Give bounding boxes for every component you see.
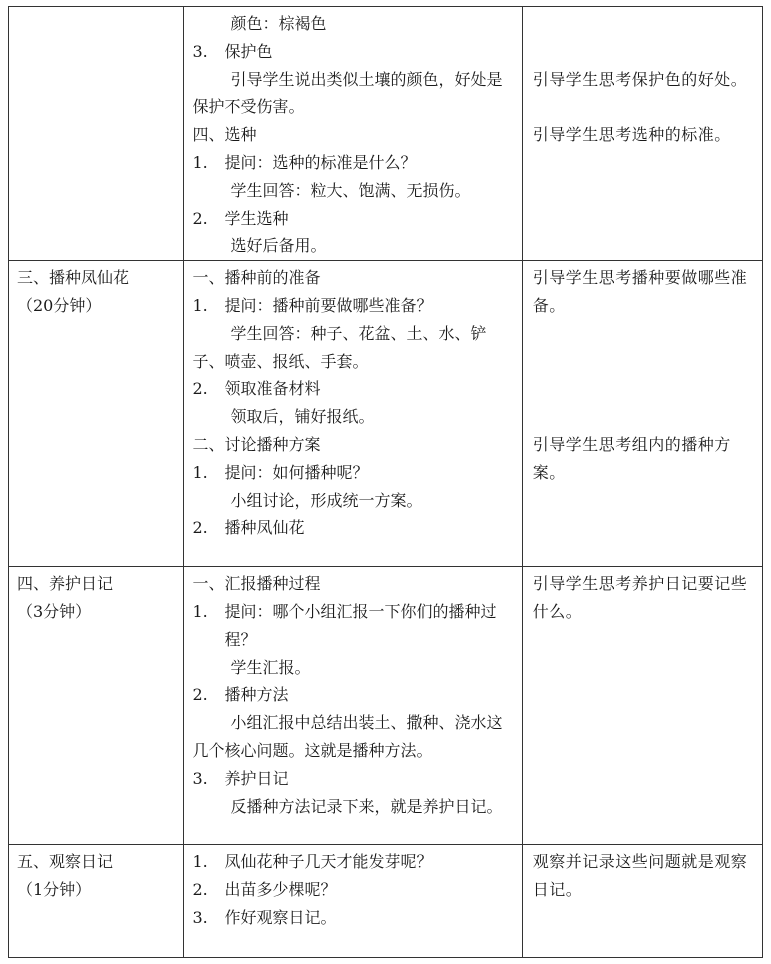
section-duration: （1分钟） (17, 879, 92, 899)
item-number: 2. (192, 518, 208, 538)
lesson-plan-table (8, 6, 763, 958)
item-text: 提问：播种前要做哪些准备？ (224, 295, 433, 315)
item-text: 学生选种 (224, 208, 289, 228)
item-number: 1. (192, 601, 208, 621)
section-duration: （20分钟） (17, 295, 102, 315)
teaching-note: 引导学生思考组内的播种方案。 (532, 434, 731, 482)
item-text: 提问：如何播种呢？ (224, 462, 369, 482)
item-number: 2. (192, 379, 208, 399)
content-cell (184, 7, 522, 261)
item-text: 作好观察日记。 (224, 907, 337, 927)
numbered-item (192, 876, 515, 904)
section-cell (9, 567, 184, 845)
teaching-note: 引导学生思考播种要做哪些准备。 (532, 268, 748, 315)
item-number: 2. (192, 208, 208, 228)
section-title: 五、观察日记 (17, 852, 114, 872)
table-row (9, 261, 763, 567)
item-text: 播种方法 (224, 685, 289, 705)
item-number: 1. (192, 152, 208, 172)
numbered-item (192, 904, 515, 932)
indented-line: 学生汇报。 (230, 657, 311, 677)
spacer (533, 375, 756, 403)
numbered-item (192, 205, 515, 233)
teaching-note: 引导学生思考选种的标准。 (532, 125, 731, 145)
section-cell (9, 7, 184, 261)
section-cell (9, 845, 184, 958)
section-title: 四、养护日记 (17, 574, 114, 594)
numbered-item (192, 514, 515, 542)
item-text: 领取准备材料 (224, 379, 321, 399)
indented-line: 颜色：棕褐色 (230, 14, 327, 33)
notes-cell (522, 567, 762, 845)
indented-line: 选好后备用。 (230, 236, 327, 256)
table-row (9, 7, 763, 261)
item-text: 播种凤仙花 (224, 518, 305, 538)
notes-cell (522, 261, 762, 567)
item-number: 1. (192, 852, 208, 872)
content-cell (184, 261, 522, 567)
notes-cell (522, 7, 762, 261)
indented-line: 学生回答：粒大、饱满、无损伤。 (230, 180, 471, 200)
numbered-item (192, 598, 515, 654)
numbered-item (192, 375, 515, 403)
indented-line: 领取后，铺好报纸。 (230, 407, 375, 427)
numbered-item (192, 38, 515, 66)
item-number: 1. (192, 462, 208, 482)
section-title: 三、播种凤仙花 (17, 268, 130, 288)
spacer (533, 348, 756, 376)
subheading: 一、播种前的准备 (192, 268, 321, 288)
subheading: 一、汇报播种过程 (192, 574, 321, 594)
content-cell (184, 567, 522, 845)
spacer (533, 403, 756, 431)
numbered-item (192, 459, 515, 487)
teaching-note: 观察并记录这些问题就是观察日记。 (532, 852, 748, 899)
item-text: 出苗多少棵呢？ (224, 879, 337, 899)
spacer (533, 38, 756, 66)
item-text: 养护日记 (224, 768, 289, 788)
spacer (533, 320, 756, 348)
item-text: 提问：选种的标准是什么？ (224, 152, 417, 172)
paragraph: 学生回答：种子、花盆、土、水、铲子、喷壶、报纸、手套。 (192, 323, 487, 371)
section-cell (9, 261, 184, 567)
numbered-item (192, 149, 515, 177)
spacer (533, 93, 756, 121)
paragraph: 小组汇报中总结出装土、撒种、浇水这几个核心问题。这就是播种方法。 (192, 713, 503, 760)
item-number: 3. (192, 41, 208, 61)
table-row (9, 845, 763, 958)
numbered-item (192, 681, 515, 709)
content-cell (184, 845, 522, 958)
notes-cell (522, 845, 762, 958)
numbered-item (192, 765, 515, 793)
item-text: 保护色 (224, 41, 273, 61)
teaching-note: 引导学生思考养护日记要记些什么。 (532, 574, 748, 621)
item-number: 2. (192, 879, 208, 899)
spacer (533, 10, 756, 38)
subheading: 二、讨论播种方案 (192, 434, 321, 454)
item-text: 提问：哪个小组汇报一下你们的播种过程？ (224, 601, 497, 649)
numbered-item (192, 848, 515, 876)
item-number: 2. (192, 685, 208, 705)
paragraph: 反播种方法记录下来，就是养护日记。 (230, 796, 503, 816)
item-number: 1. (192, 295, 208, 315)
table-row (9, 567, 763, 845)
paragraph: 引导学生说出类似土壤的颜色，好处是保护不受伤害。 (192, 69, 503, 117)
item-number: 3. (192, 907, 208, 927)
item-text: 凤仙花种子几天才能发芽呢？ (224, 852, 433, 872)
numbered-item (192, 292, 515, 320)
section-duration: （3分钟） (17, 601, 92, 621)
item-number: 3. (192, 768, 208, 788)
teaching-note: 引导学生思考保护色的好处。 (532, 69, 748, 89)
indented-line: 小组讨论，形成统一方案。 (230, 490, 423, 510)
subheading: 四、选种 (192, 125, 257, 145)
